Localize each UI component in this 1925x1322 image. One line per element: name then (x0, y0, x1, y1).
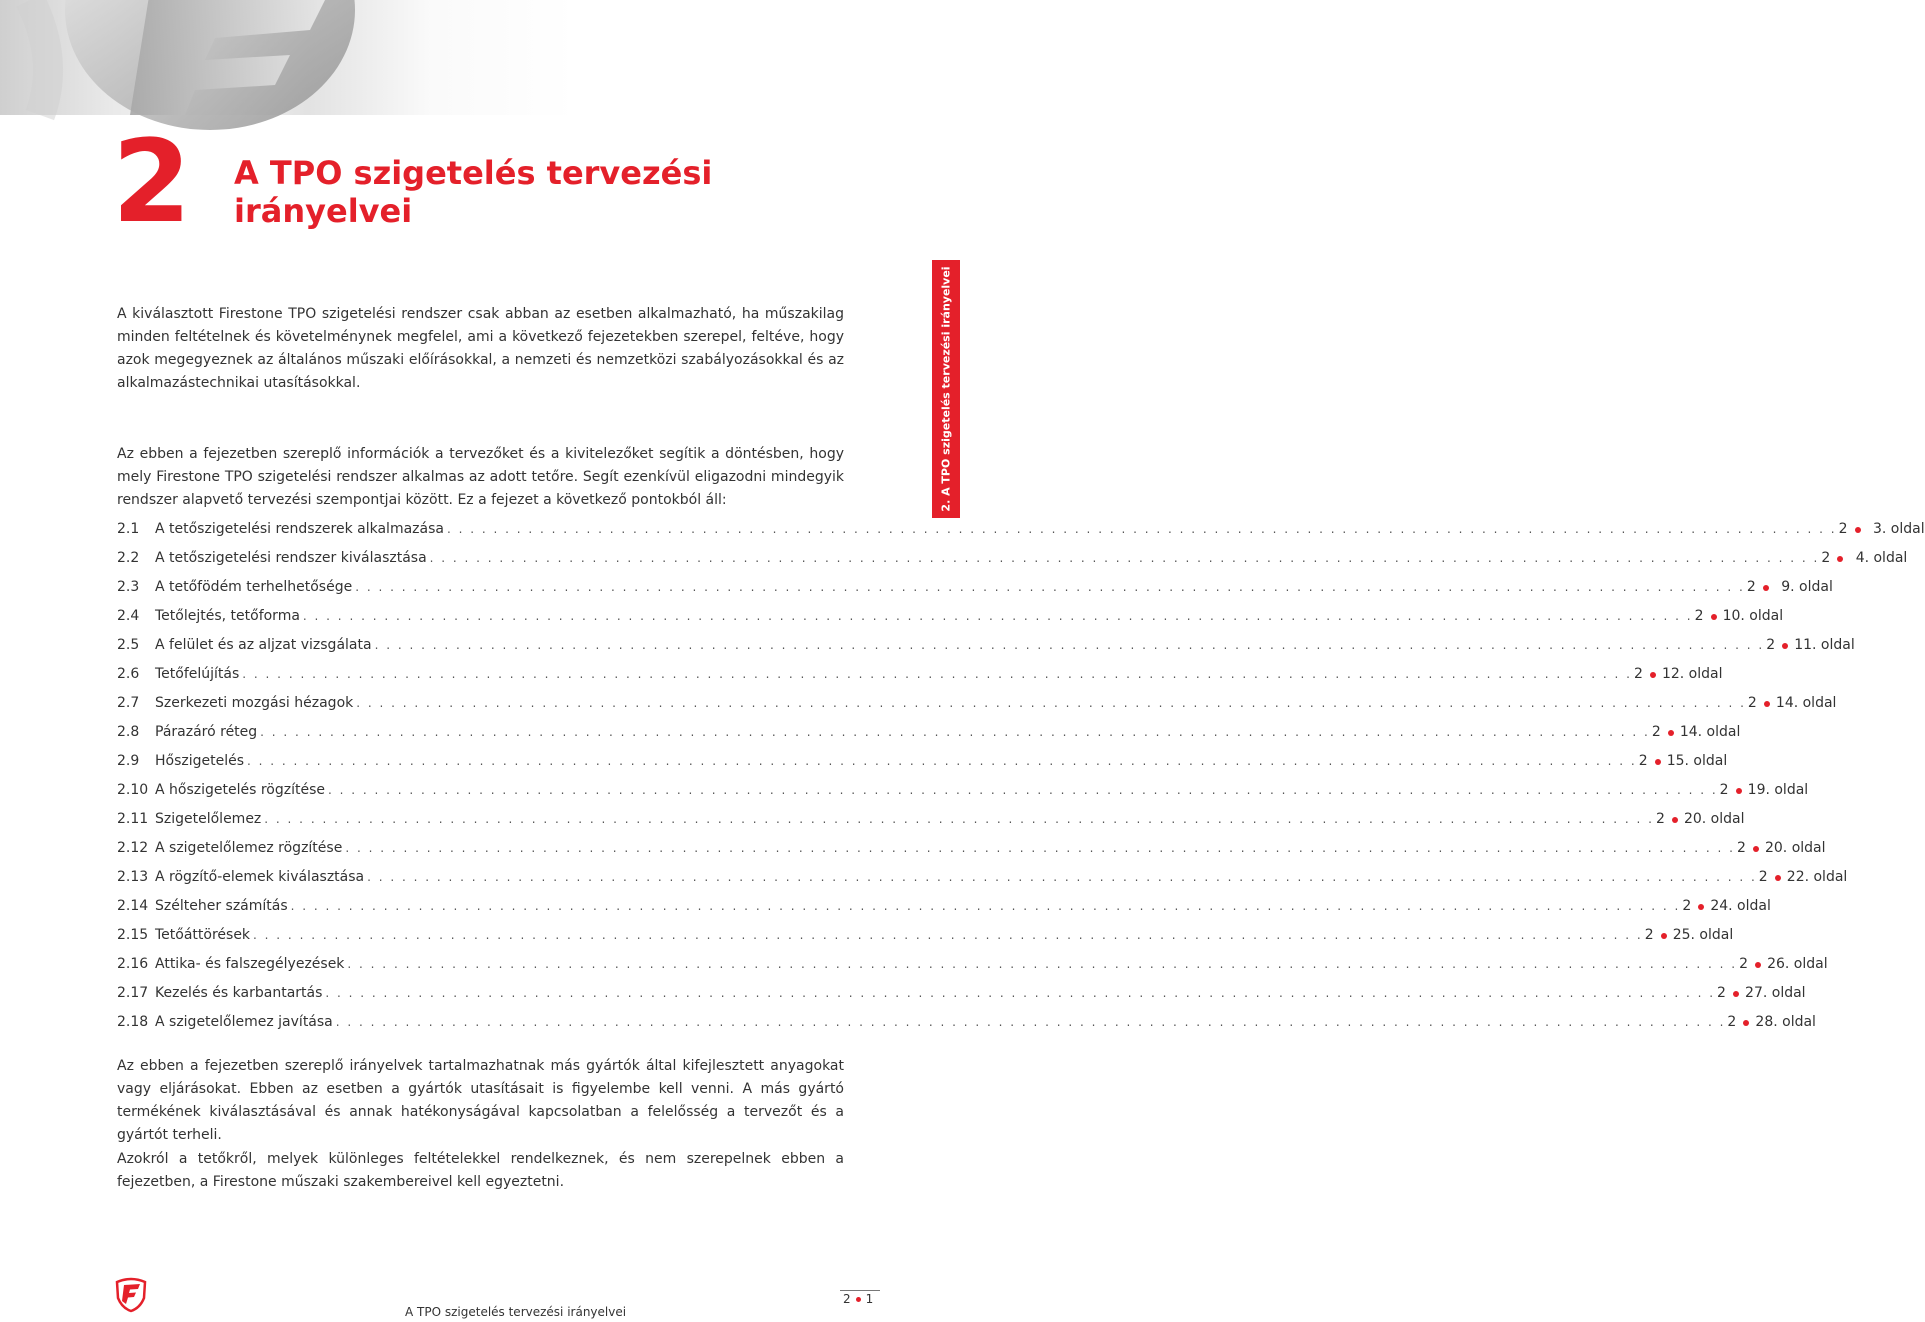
toc-number: 2.17 (117, 985, 149, 1001)
toc-number: 2.16 (117, 956, 149, 972)
toc-number: 2.1 (117, 521, 140, 537)
chapter-title: A TPO szigetelés tervezési irányelvei (234, 154, 713, 230)
table-of-contents (117, 520, 1925, 1042)
toc-page: 20. oldal (1764, 840, 1826, 856)
footer-divider (840, 1290, 880, 1291)
toc-page: 12. oldal (1661, 666, 1723, 682)
toc-row (117, 984, 1806, 1013)
toc-leader: . . . . . . . . . . . . . . . . . . . . . . . . . . . . . . . . . . . . . . . . . . . . . . . . . . . . . . . . . . . . . . . . . . . . . . . . . . . . . . . . . . . . . . . . . . . . . . . . . . . . . . . . . . . . . . . . . . . . . . . . (347, 957, 1738, 971)
toc-title: A tetőszigetelési rendszerek alkalmazása (155, 521, 444, 537)
toc-chapter: 2 (1758, 869, 1768, 885)
toc-title: Hőszigetelés (155, 753, 245, 769)
toc-title: Párazáró réteg (155, 724, 258, 740)
toc-title: A rögzítő-elemek kiválasztása (155, 869, 365, 885)
toc-page: 22. oldal (1786, 869, 1848, 885)
toc-chapter: 2 (1717, 985, 1726, 1001)
toc-number: 2.9 (117, 753, 140, 769)
toc-page: 15. oldal (1666, 753, 1728, 769)
toc-number: 2.12 (117, 840, 149, 856)
toc-row (117, 752, 1728, 781)
toc-bullet (1650, 672, 1656, 678)
chapter-side-tab (932, 260, 960, 518)
toc-number: 2.10 (117, 782, 149, 798)
toc-row (117, 781, 1809, 810)
toc-row (117, 694, 1837, 723)
intro-paragraph-1: A kiválasztott Firestone TPO szigetelési rendszer csak abban az esetben alkalmazható, ha műszakilag minden feltételnek és követelménynek megfelel, ami a következő fejezetekben szerepel, feltéve, hogy azok megegyeznek az általános műszaki előírásokkal, a nemzeti és nemzetközi szabályozásokkal és az alkalmazástechnikai utasításokkal. (117, 306, 844, 391)
toc-leader: . . . . . . . . . . . . . . . . . . . . . . . . . . . . . . . . . . . . . . . . . . . . . . . . . . . . . . . . . . . . . . . . . . . . . . . . . . . . . . . . . . . . . . . . . . . . . . . . . . . . . . . . . . . . . . . . . . . . . . . . (260, 725, 1650, 739)
toc-row (117, 955, 1828, 984)
toc-bullet (1711, 614, 1717, 620)
toc-chapter: 2 (1651, 724, 1661, 740)
toc-leader: . . . . . . . . . . . . . . . . . . . . . . . . . . . . . . . . . . . . . . . . . . . . . . . . . . . . . . . . . . . . . . . . . . . . . . . . . . . . . . . . . . . . . . . . . . . . . . . . . . . . . . . . . . . . . . . . . . . . . . . . (429, 551, 1820, 565)
toc-title: A tetőfödém terhelhetősége (155, 579, 353, 595)
toc-number: 2.14 (117, 898, 149, 914)
toc-chapter: 2 (1766, 637, 1776, 653)
toc-row (117, 607, 1784, 636)
toc-title: Attika- és falszegélyezések (155, 956, 345, 972)
toc-page: 27. oldal (1745, 985, 1806, 1001)
toc-bullet (1837, 556, 1843, 562)
toc-title: A felület és az aljzat vizsgálata (155, 637, 372, 653)
toc-page: 25. oldal (1672, 927, 1734, 943)
toc-number: 2.5 (117, 637, 140, 653)
toc-title: A szigetelőlemez rögzítése (155, 840, 343, 856)
toc-title: Szélteher számítás (155, 898, 288, 914)
toc-row (117, 723, 1741, 752)
toc-row (117, 868, 1848, 897)
outro-paragraph-2: Azokról a tetőkről, melyek különleges feltételekkel rendelkeznek, és nem szerepelnek ebben a fejezetben, a Firestone műszaki szakembereivel kell egyeztetni. (117, 1151, 844, 1190)
toc-row (117, 926, 1734, 955)
side-tab-label: 2. A TPO szigetelés tervezési irányelvei (939, 266, 953, 512)
toc-leader: . . . . . . . . . . . . . . . . . . . . . . . . . . . . . . . . . . . . . . . . . . . . . . . . . . . . . . . . . . . . . . . . . . . . . . . . . . . . . . . . . . . . . . . . . . . . . . . . . . . . . . . . . . . . . . . . . . . . . . . . (345, 841, 1735, 855)
toc-number: 2.3 (117, 579, 140, 595)
toc-page: 24. oldal (1710, 898, 1771, 914)
toc-page: 20. oldal (1683, 811, 1745, 827)
header-image (0, 0, 960, 115)
toc-page: 10. oldal (1722, 608, 1784, 624)
toc-row (117, 839, 1826, 868)
toc-chapter: 2 (1739, 956, 1748, 972)
outro-paragraph-1: Az ebben a fejezetben szereplő irányelvek tartalmazhatnak más gyártók által kifejlesztett anyagokat vagy eljárásokat. Ebben az esetben a gyártók utasításait is figyelembe kell venni. A más gyártó termékének kiválasztásával és annak hatékonyságával kapcsolatban a felelősség a tervezőt és a gyártót terheli. (117, 1058, 844, 1143)
toc-bullet (1661, 933, 1667, 939)
toc-leader: . . . . . . . . . . . . . . . . . . . . . . . . . . . . . . . . . . . . . . . . . . . . . . . . . . . . . . . . . . . . . . . . . . . . . . . . . . . . . . . . . . . . . . . . . . . . . . . . . . . . . . . . . . . . . . . . . . . . . . . . (290, 899, 1681, 913)
toc-chapter: 2 (1682, 898, 1692, 914)
toc-bullet (1782, 643, 1788, 649)
toc-page: 14. oldal (1775, 695, 1837, 711)
toc-title: Kezelés és karbantartás (155, 985, 323, 1001)
toc-row (117, 549, 1908, 578)
toc-chapter: 2 (1638, 753, 1648, 769)
toc-number: 2.8 (117, 724, 140, 740)
toc-bullet (1755, 962, 1761, 968)
toc-row (117, 665, 1723, 694)
toc-row (117, 578, 1833, 607)
toc-title: Tetőfelújítás (155, 666, 240, 682)
toc-leader: . . . . . . . . . . . . . . . . . . . . . . . . . . . . . . . . . . . . . . . . . . . . . . . . . . . . . . . . . . . . . . . . . . . . . . . . . . . . . . . . . . . . . . . . . . . . . . . . . . . . . . . . . . . . . . . . . . . . . . . . (242, 667, 1632, 681)
toc-title: A tetőszigetelési rendszer kiválasztása (155, 550, 427, 566)
toc-row (117, 520, 1925, 549)
toc-leader: . . . . . . . . . . . . . . . . . . . . . . . . . . . . . . . . . . . . . . . . . . . . . . . . . . . . . . . . . . . . . . . . . . . . . . . . . . . . . . . . . . . . . . . . . . . . . . . . . . . . . . . . . . . . . . . . . . . . . . . . (264, 812, 1654, 826)
toc-bullet (1733, 991, 1739, 997)
toc-title: Tetőlejtés, tetőforma (155, 608, 300, 624)
toc-leader: . . . . . . . . . . . . . . . . . . . . . . . . . . . . . . . . . . . . . . . . . . . . . . . . . . . . . . . . . . . . . . . . . . . . . . . . . . . . . . . . . . . . . . . . . . . . . . . . . . . . . . . . . . . . . . . . . . . . . . . . (253, 928, 1643, 942)
toc-page: 19. oldal (1747, 782, 1809, 798)
toc-page: 28. oldal (1755, 1014, 1816, 1030)
toc-bullet (1655, 759, 1661, 765)
toc-chapter: 2 (1821, 550, 1831, 566)
toc-chapter: 2 (1655, 811, 1665, 827)
firestone-f-logo-icon (113, 1276, 149, 1316)
toc-chapter: 2 (1838, 521, 1848, 537)
toc-bullet (1775, 875, 1781, 881)
toc-leader: . . . . . . . . . . . . . . . . . . . . . . . . . . . . . . . . . . . . . . . . . . . . . . . . . . . . . . . . . . . . . . . . . . . . . . . . . . . . . . . . . . . . . . . . . . . . . . . . . . . . . . . . . . . . . . . . . . . . . . . . (446, 522, 1837, 536)
toc-bullet (1668, 730, 1674, 736)
toc-chapter: 2 (1719, 782, 1729, 798)
toc-chapter: 2 (1736, 840, 1746, 856)
toc-page: 26. oldal (1767, 956, 1828, 972)
toc-leader: . . . . . . . . . . . . . . . . . . . . . . . . . . . . . . . . . . . . . . . . . . . . . . . . . . . . . . . . . . . . . . . . . . . . . . . . . . . . . . . . . . . . . . . . . . . . . . . . . . . . . . . . . . . . . . . . . . . . . . . . (302, 609, 1693, 623)
intro-paragraph-2: Az ebben a fejezetben szereplő információk a tervezőket és a kivitelezőket segítik a döntésben, hogy mely Firestone TPO szigetelési rendszer alkalmas az adott tetőre. Segít ezenkívül eligazodni mindegyik rendszer alapvető tervezési szempontjai között. Ez a fejezet a következő pontokból áll: (117, 446, 844, 508)
toc-row (117, 636, 1855, 665)
toc-bullet (1672, 817, 1678, 823)
toc-row (117, 1013, 1816, 1042)
toc-bullet (1698, 904, 1704, 910)
firestone-f-embossed-icon (0, 0, 960, 115)
toc-leader: . . . . . . . . . . . . . . . . . . . . . . . . . . . . . . . . . . . . . . . . . . . . . . . . . . . . . . . . . . . . . . . . . . . . . . . . . . . . . . . . . . . . . . . . . . . . . . . . . . . . . . . . . . . . . . . . . . . . . . . . (374, 638, 1765, 652)
toc-row (117, 810, 1745, 839)
toc-leader: . . . . . . . . . . . . . . . . . . . . . . . . . . . . . . . . . . . . . . . . . . . . . . . . . . . . . . . . . . . . . . . . . . . . . . . . . . . . . . . . . . . . . . . . . . . . . . . . . . . . . . . . . . . . . . . . . . . . . . . . (247, 754, 1637, 768)
toc-chapter: 2 (1747, 695, 1757, 711)
toc-leader: . . . . . . . . . . . . . . . . . . . . . . . . . . . . . . . . . . . . . . . . . . . . . . . . . . . . . . . . . . . . . . . . . . . . . . . . . . . . . . . . . . . . . . . . . . . . . . . . . . . . . . . . . . . . . . . . . . . . . . . . (335, 1015, 1726, 1029)
toc-number: 2.6 (117, 666, 140, 682)
toc-row (117, 897, 1771, 926)
toc-leader: . . . . . . . . . . . . . . . . . . . . . . . . . . . . . . . . . . . . . . . . . . . . . . . . . . . . . . . . . . . . . . . . . . . . . . . . . . . . . . . . . . . . . . . . . . . . . . . . . . . . . . . . . . . . . . . . . . . . . . . . (325, 986, 1716, 1000)
footer-page-number (843, 1292, 873, 1306)
toc-bullet (1743, 1020, 1749, 1026)
toc-chapter: 2 (1694, 608, 1704, 624)
toc-title: A hőszigetelés rögzítése (155, 782, 325, 798)
toc-page: 3. oldal (1873, 521, 1925, 537)
toc-leader: . . . . . . . . . . . . . . . . . . . . . . . . . . . . . . . . . . . . . . . . . . . . . . . . . . . . . . . . . . . . . . . . . . . . . . . . . . . . . . . . . . . . . . . . . . . . . . . . . . . . . . . . . . . . . . . . . . . . . . . . (367, 870, 1757, 884)
toc-page: 11. oldal (1794, 637, 1855, 653)
toc-bullet (1764, 701, 1770, 707)
toc-number: 2.18 (117, 1014, 149, 1030)
footer-title: A TPO szigetelés tervezési irányelvei (405, 1305, 627, 1319)
footer-chapter: 2 (843, 1292, 851, 1306)
toc-chapter: 2 (1746, 579, 1756, 595)
footer-bullet (856, 1297, 861, 1302)
toc-page: 14. oldal (1679, 724, 1741, 740)
toc-page: 4. oldal (1855, 550, 1908, 566)
toc-chapter: 2 (1633, 666, 1643, 682)
toc-leader: . . . . . . . . . . . . . . . . . . . . . . . . . . . . . . . . . . . . . . . . . . . . . . . . . . . . . . . . . . . . . . . . . . . . . . . . . . . . . . . . . . . . . . . . . . . . . . . . . . . . . . . . . . . . . . . . . . . . . . . . (356, 696, 1746, 710)
toc-number: 2.11 (117, 811, 149, 827)
toc-number: 2.7 (117, 695, 140, 711)
chapter-number: 2 (112, 115, 188, 248)
toc-number: 2.2 (117, 550, 140, 566)
toc-bullet (1855, 527, 1861, 533)
toc-number: 2.4 (117, 608, 140, 624)
toc-bullet (1753, 846, 1759, 852)
toc-chapter: 2 (1644, 927, 1654, 943)
toc-bullet (1763, 585, 1769, 591)
toc-bullet (1736, 788, 1742, 794)
toc-chapter: 2 (1727, 1014, 1737, 1030)
toc-page: 9. oldal (1781, 579, 1833, 595)
toc-title: Tetőáttörések (155, 927, 251, 943)
toc-title: Szerkezeti mozgási hézagok (155, 695, 354, 711)
toc-title: A szigetelőlemez javítása (155, 1014, 333, 1030)
toc-number: 2.15 (117, 927, 149, 943)
toc-leader: . . . . . . . . . . . . . . . . . . . . . . . . . . . . . . . . . . . . . . . . . . . . . . . . . . . . . . . . . . . . . . . . . . . . . . . . . . . . . . . . . . . . . . . . . . . . . . . . . . . . . . . . . . . . . . . . . . . . . . . . (328, 783, 1718, 797)
footer-page: 1 (865, 1292, 874, 1306)
toc-title: Szigetelőlemez (155, 811, 262, 827)
toc-number: 2.13 (117, 869, 149, 885)
toc-leader: . . . . . . . . . . . . . . . . . . . . . . . . . . . . . . . . . . . . . . . . . . . . . . . . . . . . . . . . . . . . . . . . . . . . . . . . . . . . . . . . . . . . . . . . . . . . . . . . . . . . . . . . . . . . . . . . . . . . . . . . (355, 580, 1745, 594)
